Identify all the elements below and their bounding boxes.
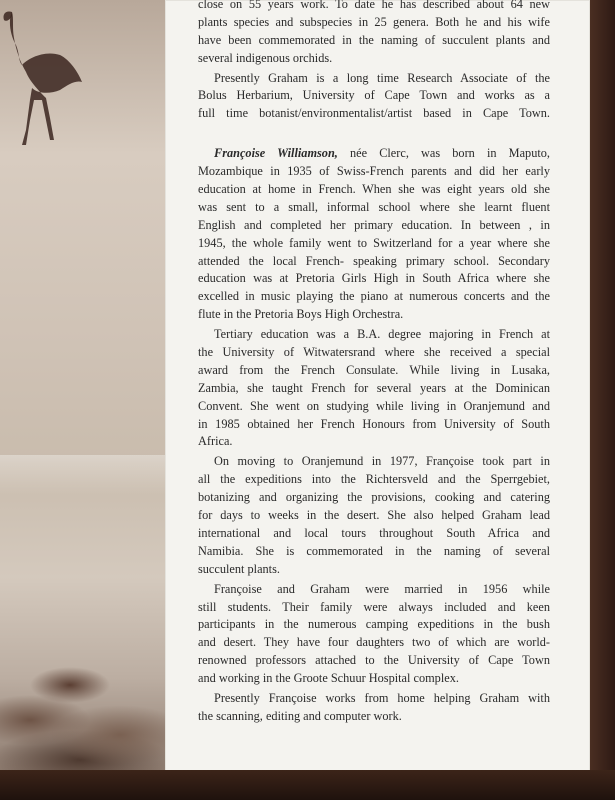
frame-bottom-edge xyxy=(0,770,615,800)
text-line: Namibia. She is commemorated in the naming of several xyxy=(198,543,550,558)
text-line: for days to weeks in the desert. She also helped Graham lead xyxy=(198,508,550,523)
text-line: in 1985 obtained her French Honours from University of South xyxy=(198,416,550,431)
text-line: Presently Graham is a long time Research Associate of the xyxy=(214,70,550,85)
text-line: Tertiary education was a B.A. degree majoring in French at xyxy=(214,327,550,342)
text-line: was sent to a small, informal school where she learnt fluent xyxy=(198,199,550,214)
text-line: English and completed her primary education. In between , in xyxy=(198,217,550,232)
text-line: have been commemorated in the naming of succulent plants and xyxy=(198,32,550,47)
shrub-foreground xyxy=(0,640,165,770)
graham-paragraph-2 xyxy=(198,70,550,124)
text-line: Françoise and Graham were married in 1956 while xyxy=(214,581,550,596)
text-line: participants in the numerous camping expeditions in the bush xyxy=(198,617,550,632)
text-line: flute in the Pretoria Boys High Orchestra. xyxy=(198,307,404,322)
flamingo-photo xyxy=(0,0,165,770)
text-line: excelled in music playing the piano at numerous concerts and the xyxy=(198,289,550,304)
text-line: 1945, the whole family went to Switzerland for a year where she xyxy=(198,235,550,250)
frame-right-edge xyxy=(590,0,615,800)
text-line: plants species and subspecies in 25 genera. Both he and his wife xyxy=(198,14,550,29)
shoreline xyxy=(0,455,165,495)
text-line: succulent plants. xyxy=(198,561,280,576)
text-line: On moving to Oranjemund in 1977, Françoise took part in xyxy=(214,454,550,469)
francoise-paragraph-1 xyxy=(198,145,550,324)
text-line: close on 55 years work. To date he has described about 64 new xyxy=(198,0,550,11)
text-line: Bolus Herbarium, University of Cape Town and works as a xyxy=(198,88,550,103)
text-line: and desert. They have four daughters two of which are world- xyxy=(198,635,550,650)
intro-rest: née Clerc, was born in Maputo, xyxy=(337,146,550,161)
text-line: botanizing and organizing the provisions, cooking and catering xyxy=(198,490,550,505)
graham-paragraph-1 xyxy=(198,0,550,68)
text-line: Zambia, she taught French for several years at the Dominican xyxy=(198,380,550,395)
text-line: Convent. She went on studying while living in Oranjemund and xyxy=(198,398,550,413)
flamingo-silhouette xyxy=(0,0,165,200)
text-line: all the expeditions into the Richtersveld and the Sperrgebiet, xyxy=(198,472,550,487)
text-line: education at home in French. When she was eight years old she xyxy=(198,182,550,197)
text-line: renowned professors attached to the University of Cape Town xyxy=(198,653,550,668)
text-line: and working in the Groote Schuur Hospital complex. xyxy=(198,671,459,686)
text-line: Presently Françoise works from home helping Graham with xyxy=(214,690,550,705)
francoise-paragraph-5 xyxy=(198,690,550,726)
biography-text xyxy=(198,0,550,726)
text-line: award from the French Consulate. While living in Lusaka, xyxy=(198,362,550,377)
francoise-paragraph-3 xyxy=(198,453,550,578)
francoise-paragraph-2 xyxy=(198,326,550,451)
text-line: Mozambique in 1935 of Swiss-French parents and did her early xyxy=(198,164,550,179)
text-line: education was at Pretoria Girls High in South Africa where she xyxy=(198,271,550,286)
francoise-paragraph-4 xyxy=(198,581,550,688)
francoise-name: Françoise Williamson, xyxy=(214,146,338,161)
text-line xyxy=(198,145,550,163)
text-line: still students. Their family were always included and keen xyxy=(198,599,550,614)
text-line: full time botanist/environmentalist/artist based in Cape Town. xyxy=(198,106,550,121)
text-line: attended the local French- speaking primary school. Secondary xyxy=(198,253,550,268)
text-line: Africa. xyxy=(198,434,233,449)
text-line: international and local tours throughout South Africa and xyxy=(198,525,550,540)
text-line: several indigenous orchids. xyxy=(198,50,333,65)
text-line: the University of Witwatersrand where she received a special xyxy=(198,345,550,360)
text-line: the scanning, editing and computer work. xyxy=(198,708,402,723)
